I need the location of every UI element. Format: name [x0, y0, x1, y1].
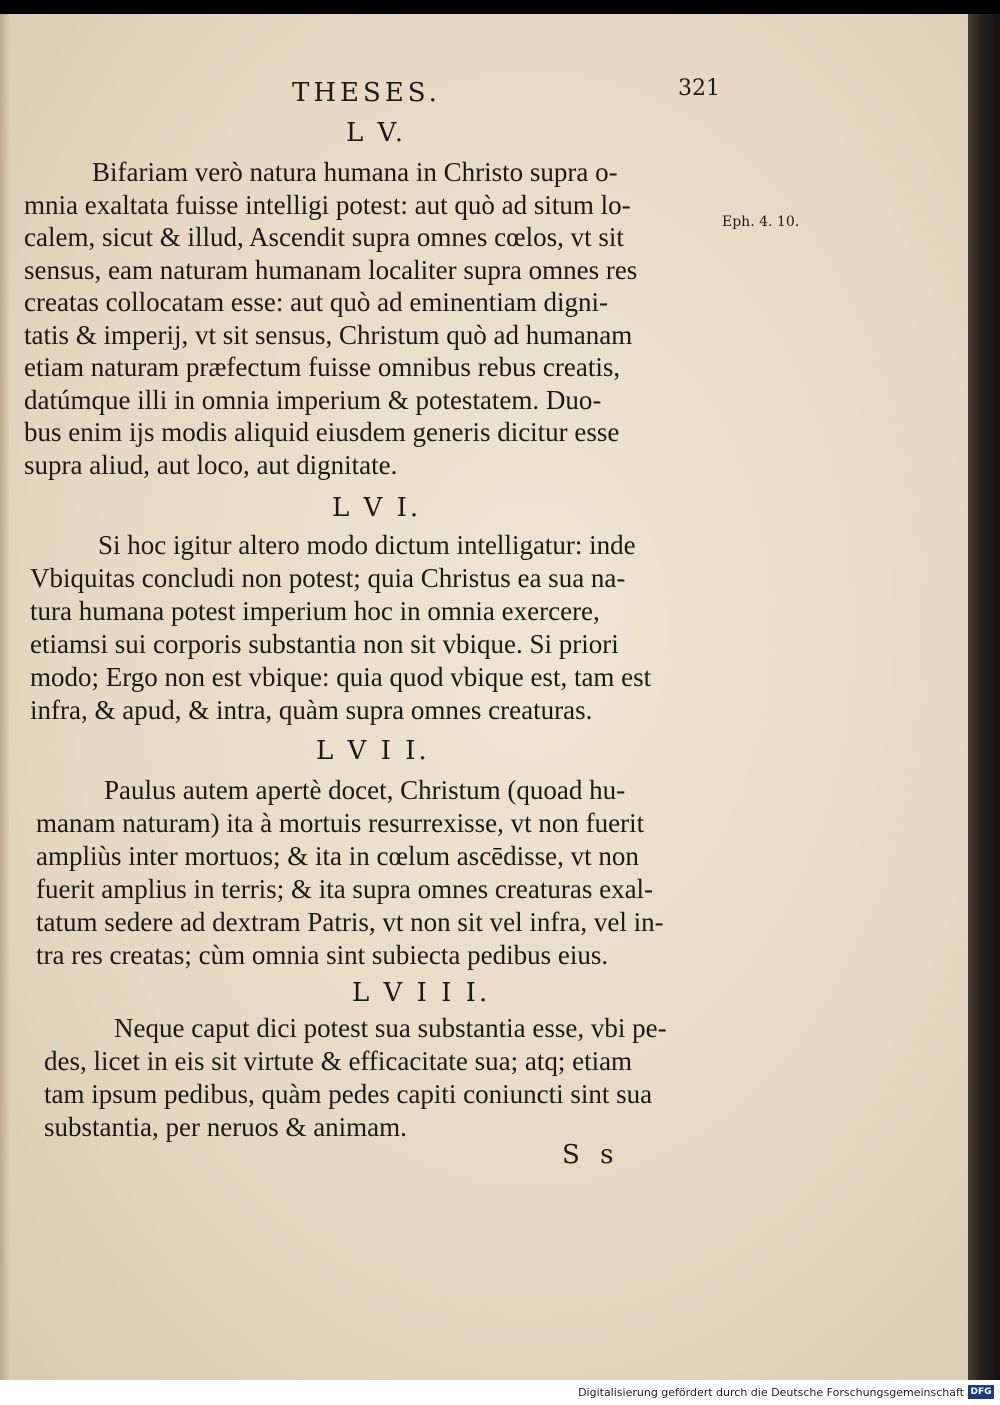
text-line: bus enim ijs modis aliquid eiusdem generis dicitur esse	[24, 417, 620, 447]
section-heading: L V.	[346, 118, 407, 148]
section-heading: L V I.	[332, 493, 422, 523]
page-left-edge	[0, 14, 10, 1380]
text-line: supra aliud, aut loco, aut dignitate.	[24, 450, 398, 480]
text-line: substantia, per neruos & animam.	[44, 1112, 407, 1142]
text-line: ampliùs inter mortuos; & ita in cœlum ascēdisse, vt non	[36, 841, 639, 871]
text-line: Neque caput dici potest sua substantia esse, vbi pe-	[114, 1013, 667, 1043]
running-title: THESES.	[292, 78, 441, 108]
margin-note: Eph. 4. 10.	[722, 214, 800, 230]
text-line: modo; Ergo non est vbique: quia quod vbique est, tam est	[30, 662, 652, 692]
text-line: fuerit amplius in terris; & ita supra omnes creaturas exal-	[36, 874, 654, 904]
text-line: sensus, eam naturam humanam localiter supra omnes res	[24, 255, 638, 285]
section-heading: L V I I.	[316, 736, 430, 766]
text-line: Bifariam verò natura humana in Christo supra o-	[92, 157, 618, 187]
text-line: infra, & apud, & intra, quàm supra omnes creaturas.	[30, 695, 593, 725]
dfg-logo-icon: DFG	[968, 1385, 994, 1399]
text-line: tura humana potest imperium hoc in omnia exercere,	[30, 596, 600, 626]
text-line: mnia exaltata fuisse intelligi potest: aut quò ad situm lo-	[24, 190, 631, 220]
section-heading: L V I I I.	[352, 978, 491, 1008]
text-line: etiam naturam præfectum fuisse omnibus rebus creatis,	[24, 352, 621, 382]
footer-bar	[0, 1380, 1000, 1405]
signature-mark: S s	[562, 1140, 620, 1170]
text-line: Vbiquitas concludi non potest; quia Christus ea sua na-	[30, 563, 626, 593]
text-line: Paulus autem apertè docet, Christum (quoad hu-	[104, 775, 626, 805]
text-line: datúmque illi in omnia imperium & potestatem. Duo-	[24, 385, 602, 415]
text-line: Si hoc igitur altero modo dictum intelligatur: inde	[98, 530, 636, 560]
text-line: creatas collocatam esse: aut quò ad eminentiam digni-	[24, 287, 609, 317]
text-line: calem, sicut & illud, Ascendit supra omnes cœlos, vt sit	[24, 222, 624, 252]
text-line: des, licet in eis sit virtute & efficacitate sua; atq; etiam	[44, 1046, 633, 1076]
page-number: 321	[678, 76, 720, 101]
text-line: tatis & imperij, vt sit sensus, Christum quò ad humanam	[24, 320, 633, 350]
text-line: manam naturam) ita à mortuis resurrexisse, vt non fuerit	[36, 808, 645, 838]
page-gutter-shadow	[968, 14, 1000, 1380]
text-line: tra res creatas; cùm omnia sint subiecta pedibus eius.	[36, 940, 609, 970]
text-line: tatum sedere ad dextram Patris, vt non sit vel infra, vel in-	[36, 907, 664, 937]
text-line: etiamsi sui corporis substantia non sit vbique. Si priori	[30, 629, 619, 659]
funding-credit: Digitalisierung gefördert durch die Deutsche Forschungsgemeinschaft	[578, 1386, 964, 1399]
text-line: tam ipsum pedibus, quàm pedes capiti coniuncti sint sua	[44, 1079, 653, 1109]
